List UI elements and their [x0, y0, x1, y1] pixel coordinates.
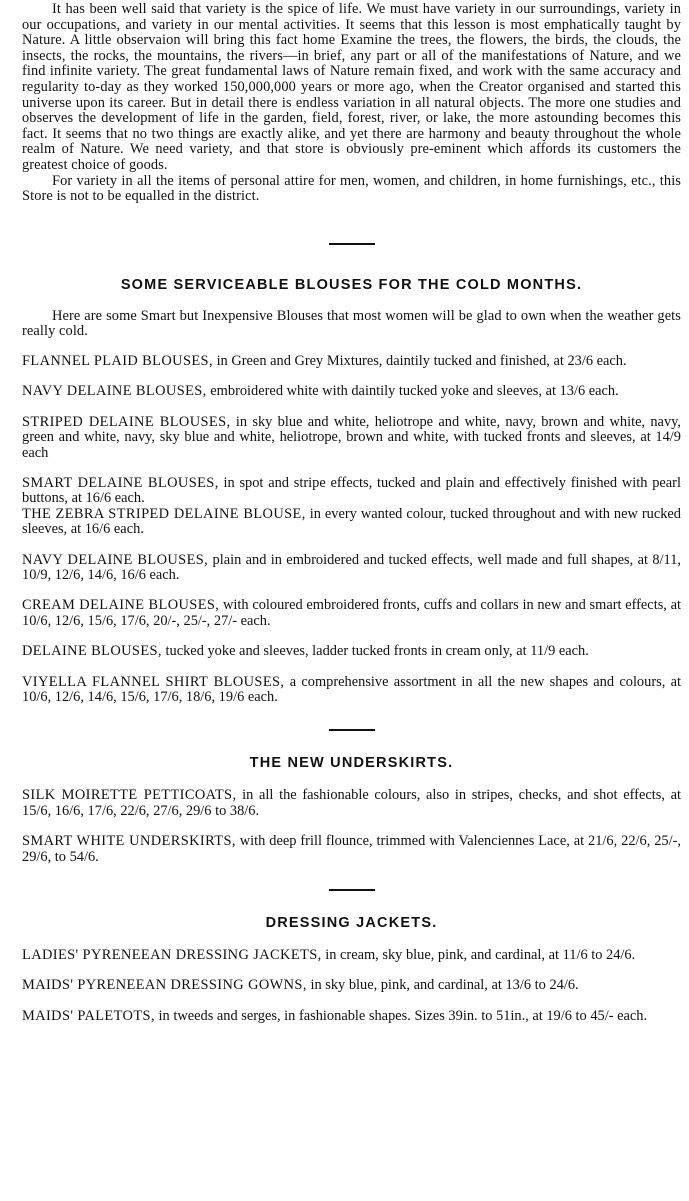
item-lead: VIYELLA FLANNEL SHIRT BLOUSES,: [22, 673, 285, 690]
section-blouses: [22, 277, 681, 706]
item-details: with coloured embroidered fronts, cuffs and collars in new and smart effects, at 10/6, 12/6, 15/6, 17/6, 20/-, 25/-, 27/- each.: [22, 597, 681, 629]
item-details: in cream, sky blue, pink, and cardinal, at 11/6 to 24/6.: [325, 947, 636, 964]
item-lead: MAIDS' PYRENEEAN DRESSING GOWNS,: [22, 977, 307, 994]
item-smart-white-underskirts: [22, 834, 681, 865]
item-lead: SMART DELAINE BLOUSES,: [22, 474, 219, 491]
item-lead: SMART WHITE UNDERSKIRTS,: [22, 833, 236, 850]
item-cream-delaine-blouses: [22, 598, 681, 629]
item-details: in Green and Grey Mixtures, daintily tucked and finished, at 23/6 each.: [216, 352, 627, 369]
section-underskirts: [22, 755, 681, 865]
item-lead: NAVY DELAINE BLOUSES,: [22, 551, 209, 568]
item-details: in tweeds and serges, in fashionable shapes. Sizes 39in. to 51in., at 19/6 to 45/- each.: [158, 1007, 648, 1024]
item-flannel-plaid-blouses: [22, 354, 681, 369]
item-smart-delaine-blouses: [22, 476, 681, 507]
item-details: in all the fashionable colours, also in stripes, checks, and shot effects, at 15/6, 16/6, 17/6, 22/6, 27/6, 29/6 to 38/6.: [22, 787, 681, 819]
item-lead: DELAINE BLOUSES,: [22, 643, 162, 660]
item-navy-delaine-blouses-plain: [22, 553, 681, 584]
intro-paragraph-1: It has been well said that variety is the spice of life. We must have variety in our surroundings, variety in our occupations, and variety in our mental activities. It seems that this lesson is most emphatically taught by Nature. A little observaion will bring this fact home Examine the trees, the flowers, the birds, the clouds, the insects, the rocks, the mountains, the rivers—in brief, any part or all of the manifestations of Nature, and we find infinite variety. The great fundamental laws of Nature remain fixed, and work with the same accuracy and regularity to-day as they worked 150,000,000 years or more ago, when the Creator organised and started this universe upon its career. But in detail there is endless variation in all natural objects. The more one studies and observes the development of life in the garden, field, forest, river, or lake, the more astounding becomes this fact. It seems that no two things are exactly alike, and yet there are harmony and beauty throughout the whole realm of Nature. We need variety, and that store is obviously pre-eminent which affords its customers the greatest choice of goods.: [22, 1, 681, 173]
item-details: in spot and stripe effects, tucked and plain and effectively finished with pearl buttons, at 16/6 each.: [22, 474, 681, 507]
section-heading-dressing-jackets: DRESSING JACKETS.: [265, 915, 438, 932]
item-lead: NAVY DELAINE BLOUSES,: [22, 383, 207, 400]
item-viyella-flannel-shirt-blouses: [22, 675, 681, 706]
section-intro-blouses: Here are some Smart but Inexpensive Blouses that most women will be glad to own when the weather gets really cold.: [22, 307, 681, 340]
section-heading-blouses: SOME SERVICEABLE BLOUSES FOR THE COLD MONTHS.: [120, 276, 583, 293]
item-details: in sky blue and white, heliotrope and white, navy, brown and white, navy, green and white, navy, sky blue and white, heliotrope, brown and white, with tucked fronts and sleeves, at 14/9 each: [22, 413, 682, 461]
item-striped-delaine-blouses: [22, 415, 681, 461]
item-lead: MAIDS' PALETOTS,: [22, 1007, 155, 1024]
item-lead: LADIES' PYRENEEAN DRESSING JACKETS,: [22, 947, 322, 964]
item-lead: FLANNEL PLAID BLOUSES,: [22, 352, 213, 369]
item-details: tucked yoke and sleeves, ladder tucked fronts in cream only, at 11/9 each.: [165, 643, 589, 660]
item-navy-delaine-blouses-embroidered: [22, 384, 681, 399]
item-silk-moirette-petticoats: [22, 788, 681, 819]
section-dressing-jackets: [22, 915, 681, 1024]
item-details: a comprehensive assortment in all the new shapes and colours, at 10/6, 12/6, 14/6, 15/6, 17/6, 18/6, 19/6 each.: [22, 673, 681, 705]
item-lead: SILK MOIRETTE PETTICOATS,: [22, 787, 237, 804]
item-details: with deep frill flounce, trimmed with Valenciennes Lace, at 21/6, 22/6, 25/-, 29/6, to 54/6.: [22, 833, 681, 865]
item-maids-paletots: [22, 1009, 681, 1024]
item-lead: STRIPED DELAINE BLOUSES,: [22, 413, 231, 430]
item-lead: CREAM DELAINE BLOUSES,: [22, 597, 220, 614]
item-lead: THE ZEBRA STRIPED DELAINE BLOUSE,: [22, 505, 306, 522]
item-maids-pyreneean-dressing-gowns: [22, 978, 681, 993]
item-details: in every wanted colour, tucked throughout and with new rucked sleeves, at 16/6 each.: [22, 505, 681, 538]
item-zebra-striped-delaine-blouse: [22, 507, 681, 538]
intro-text: [22, 0, 681, 205]
intro-paragraph-2: For variety in all the items of personal attire for men, women, and children, in home furnishings, etc., this Store is not to be equalled in the district.: [22, 172, 681, 205]
item-details: embroidered white with daintily tucked yoke and sleeves, at 13/6 each.: [210, 383, 619, 400]
item-ladies-pyreneean-dressing-jackets: [22, 948, 681, 963]
item-details: in sky blue, pink, and cardinal, at 13/6 to 24/6.: [310, 977, 579, 994]
section-heading-underskirts: THE NEW UNDERSKIRTS.: [249, 755, 454, 772]
item-details: plain and in embroidered and tucked effects, well made and full shapes, at 8/11, 10/9, 12/6, 14/6, 16/6 each.: [22, 551, 681, 583]
item-delaine-blouses-tucked: [22, 644, 681, 659]
